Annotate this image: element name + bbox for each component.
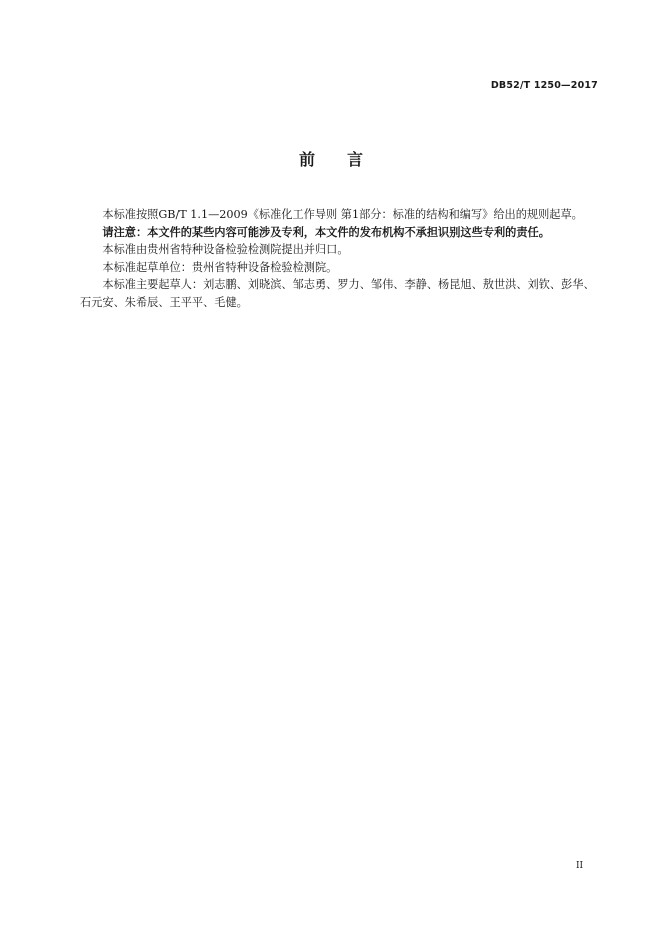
foreword-body (80, 206, 600, 312)
patent-notice-paragraph: 请注意：本文件的某些内容可能涉及专利，本文件的发布机构不承担识别这些专利的责任。 (102, 225, 550, 239)
page-number: II (576, 861, 584, 871)
drafters-paragraph: 本标准主要起草人：刘志鹏、刘晓滨、邹志勇、罗力、邹伟、李静、杨昆旭、敖世洪、刘钦、彭华、石元安、朱希辰、王平平、毛健。 (80, 278, 595, 309)
standard-code-header: DB52/T 1250—2017 (490, 80, 598, 91)
drafting-rules-paragraph: 本标准按照GB/T 1.1—2009《标准化工作导则 第1部分：标准的结构和编写》给出的规则起草。 (102, 208, 583, 221)
page-title: 前 言 (298, 150, 363, 169)
proposer-paragraph: 本标准由贵州省特种设备检验检测院提出并归口。 (102, 243, 349, 257)
drafting-unit-paragraph: 本标准起草单位：贵州省特种设备检验检测院。 (102, 260, 338, 274)
